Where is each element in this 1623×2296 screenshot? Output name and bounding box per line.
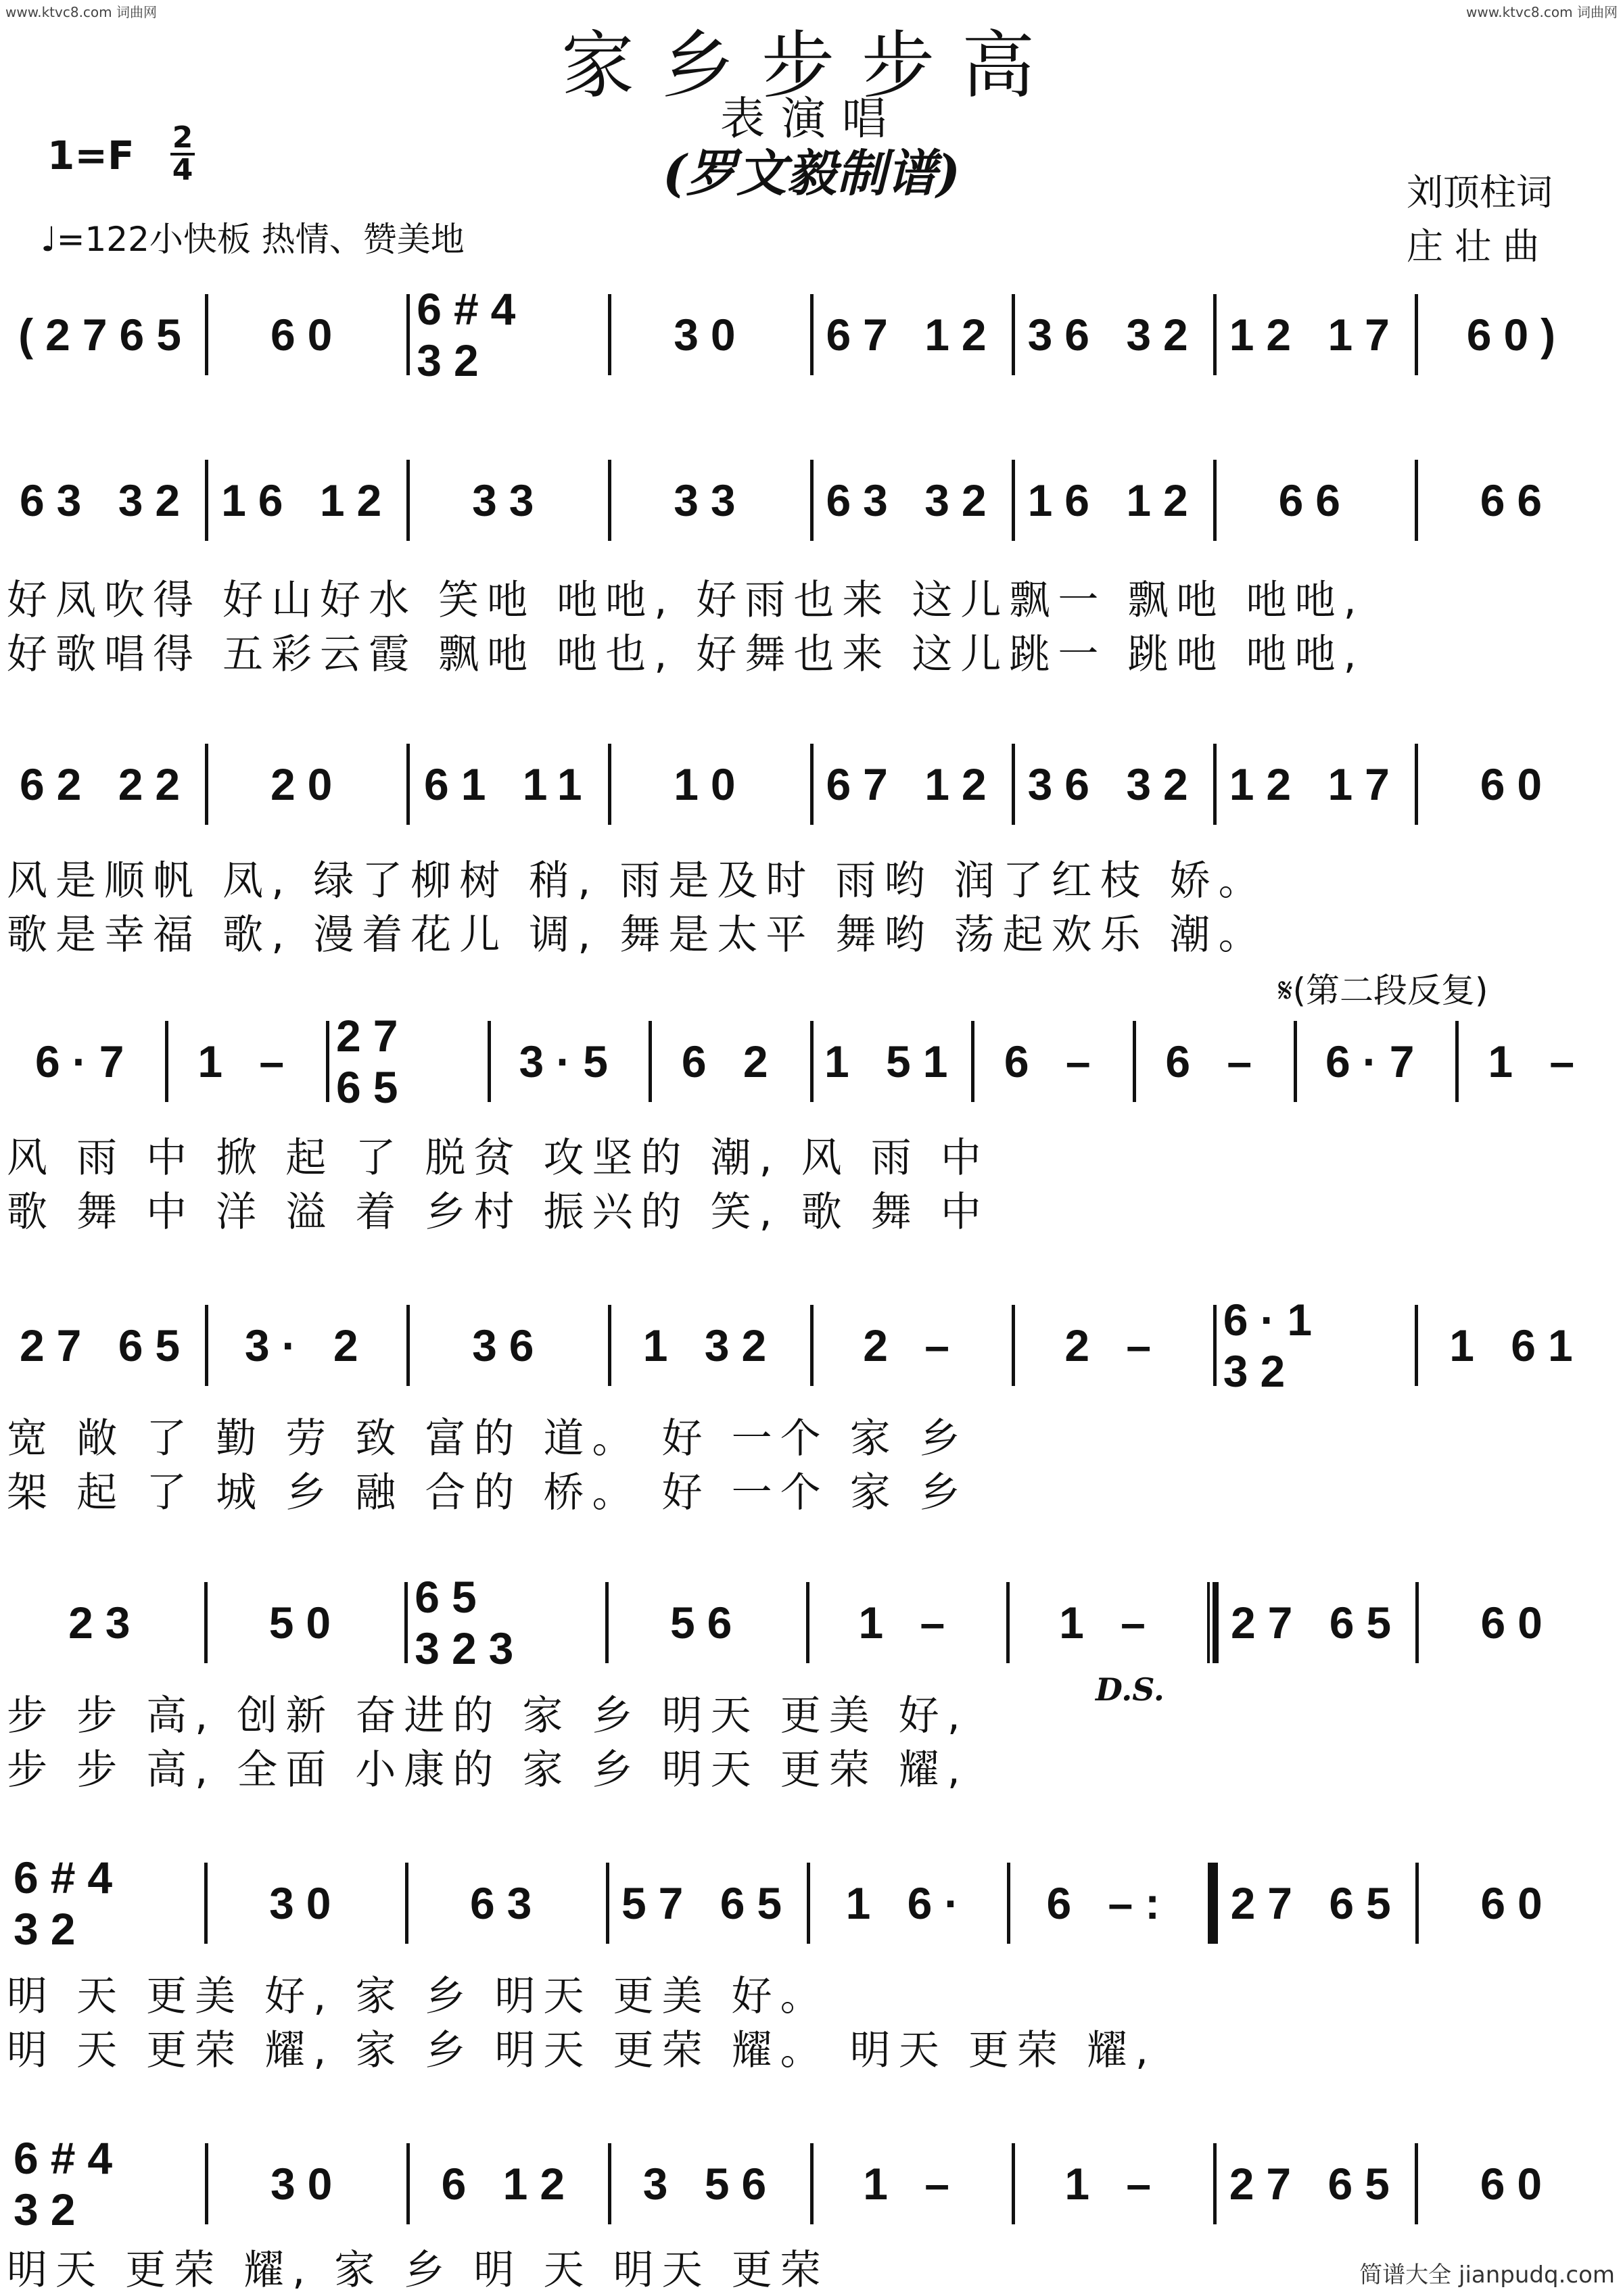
site-note-left: www.ktvc8.com 词曲网 — [5, 4, 158, 20]
measure — [971, 1021, 1133, 1102]
measure — [608, 460, 809, 541]
composer: 庄 壮 曲 — [1407, 225, 1540, 268]
note-group: 2 – — [1064, 1320, 1164, 1370]
note-group: 30 — [269, 1878, 344, 1928]
lyric-line: 明 天 更美 好, 家 乡 明天 更美 好。 — [7, 1973, 829, 2020]
note-group: 6 12 — [441, 2159, 578, 2209]
lyric-line: 步 步 高, 创新 奋进的 家 乡 明天 更美 好, — [7, 1692, 968, 1740]
note-group: 30 — [270, 2159, 345, 2209]
lyric-line: 好凤吹得 好山好水 笑吔 吔吔, 好雨也来 这儿飘一 飘吔 吔吔, — [7, 577, 1365, 624]
measure — [608, 2143, 809, 2224]
note-group: 36 — [472, 1320, 546, 1370]
note-group: 60 — [1480, 2159, 1555, 2209]
measure — [608, 744, 809, 825]
note-group: 50 — [268, 1598, 344, 1648]
lyric-line: 歌是幸福 歌, 漫着花儿 调, 舞是太平 舞哟 荡起欢乐 潮。 — [7, 911, 1267, 959]
note-group: 60 — [1480, 1598, 1555, 1648]
lyric-line: 歌 舞 中 洋 溢 着 乡村 振兴的 笑, 歌 舞 中 — [7, 1189, 989, 1236]
note-group: 61 11 — [424, 759, 594, 809]
note-group: 6·1 32 — [1223, 1295, 1325, 1396]
measure — [1415, 460, 1616, 541]
staff-row-3 — [7, 744, 1616, 825]
note-group: 66 — [1278, 475, 1353, 525]
measure — [7, 744, 205, 825]
measure — [649, 1021, 810, 1102]
measure — [404, 1572, 605, 1673]
note-group: 6#4 32 — [14, 1852, 125, 1954]
measure — [205, 1305, 406, 1386]
note-group: 16 12 — [1027, 475, 1200, 525]
note-group: 27 65 — [1230, 1878, 1403, 1928]
time-top: 2 — [172, 120, 193, 155]
measure — [205, 2143, 406, 2224]
measure — [1213, 460, 1415, 541]
measure — [1415, 1582, 1616, 1663]
segno-note: 𝄋(第二段反复) — [1278, 971, 1488, 1010]
note-group: 6#4 32 — [14, 2133, 125, 2234]
note-group: 1 – — [863, 2159, 962, 2209]
lyricist: 刘顶柱词 — [1407, 171, 1553, 214]
measure — [606, 1863, 807, 1944]
note-group: 1 61 — [1449, 1320, 1585, 1370]
note-group: 27 65 — [336, 1011, 410, 1112]
measure — [608, 1305, 809, 1386]
lyric-line: 宽 敞 了 勤 劳 致 富的 道。 好 一个 家 乡 — [7, 1415, 968, 1462]
measure — [406, 1305, 608, 1386]
note-group: 36 32 — [1027, 310, 1200, 360]
note-group: 10 — [674, 759, 748, 809]
measure — [1215, 1582, 1416, 1663]
measure — [1012, 2143, 1213, 2224]
note-group: 20 — [270, 759, 345, 809]
lyric-line: 明 天 更荣 耀, 家 乡 明天 更荣 耀。 明天 更荣 耀, — [7, 2027, 1156, 2074]
note-group: 56 — [669, 1598, 745, 1648]
measure — [1213, 2143, 1415, 2224]
measure — [405, 1863, 606, 1944]
note-group: 6 2 — [681, 1036, 780, 1086]
note-group: 1 6· — [845, 1878, 972, 1928]
note-group: 67 12 — [826, 759, 999, 809]
measure — [1213, 744, 1415, 825]
note-group: 6·7 — [35, 1036, 137, 1086]
note-group: 63 32 — [19, 475, 193, 525]
measure — [1215, 1863, 1415, 1944]
measure — [810, 1021, 972, 1102]
note-group: 27 65 — [19, 1320, 193, 1370]
measure — [1415, 2143, 1616, 2224]
note-group: 2 – — [863, 1320, 962, 1370]
measure — [1007, 1863, 1215, 1944]
measure — [165, 1021, 327, 1102]
note-group: 63 32 — [826, 475, 999, 525]
measure — [605, 1582, 806, 1663]
note-group: 33 — [674, 475, 748, 525]
measure — [205, 294, 406, 375]
note-group: 60) — [1466, 310, 1568, 360]
credits — [1407, 166, 1553, 274]
note-group: 3·5 — [519, 1036, 620, 1086]
site-note-right: www.ktvc8.com 词曲网 — [1465, 4, 1618, 20]
measure — [7, 294, 205, 375]
measure — [205, 744, 406, 825]
note-group: 6 –: — [1046, 1878, 1173, 1928]
key-signature: 1=F — [47, 133, 135, 178]
measure — [326, 1011, 488, 1112]
measure — [1415, 1305, 1616, 1386]
staff-row-6 — [7, 1572, 1616, 1673]
lyric-line: 风是顺帆 凤, 绿了柳树 稍, 雨是及时 雨哟 润了红枝 娇。 — [7, 857, 1267, 905]
note-group: 60 — [1480, 759, 1555, 809]
measure — [1012, 460, 1213, 541]
measure — [1012, 744, 1213, 825]
note-group: 12 17 — [1229, 310, 1402, 360]
arranger-note: (罗文毅制谱) — [662, 145, 961, 203]
note-group: 3· 2 — [244, 1320, 371, 1370]
measure — [810, 294, 1012, 375]
measure — [1012, 1305, 1213, 1386]
note-group: 1 – — [1488, 1036, 1587, 1086]
measure — [204, 1863, 405, 1944]
measure — [7, 1305, 205, 1386]
lyric-line: 好歌唱得 五彩云霞 飘吔 吔也, 好舞也来 这儿跳一 跳吔 吔吔, — [7, 631, 1365, 678]
measure — [7, 1021, 165, 1102]
note-group: 6#4 32 — [417, 284, 528, 385]
measure — [7, 460, 205, 541]
staff-row-1 — [7, 284, 1616, 385]
note-group: 63 — [469, 1878, 544, 1928]
measure — [1415, 294, 1616, 375]
measure — [406, 284, 608, 385]
note-group: 1 – — [858, 1598, 958, 1648]
measure — [406, 744, 608, 825]
measure — [1294, 1021, 1455, 1102]
staff-row-5 — [7, 1295, 1616, 1396]
note-group: 16 12 — [221, 475, 394, 525]
measure — [204, 1582, 405, 1663]
watermark-logo: 简谱大全 jianpudq.com — [1359, 2262, 1615, 2289]
time-signature — [170, 120, 195, 187]
note-group: 1 51 — [824, 1036, 960, 1086]
note-group: (2765 — [18, 310, 193, 360]
note-group: 1 32 — [642, 1320, 779, 1370]
measure — [810, 2143, 1012, 2224]
song-subtitle: 表演唱 — [720, 93, 903, 145]
measure — [810, 1305, 1012, 1386]
staff-row-8 — [7, 2133, 1616, 2234]
measure — [1415, 1863, 1616, 1944]
measure — [1133, 1021, 1294, 1102]
measure — [1012, 294, 1213, 375]
measure — [1213, 1295, 1415, 1396]
measure — [205, 460, 406, 541]
note-group: 27 65 — [1230, 1598, 1404, 1648]
measure — [806, 1582, 1007, 1663]
note-group: 62 22 — [19, 759, 193, 809]
time-bottom: 4 — [172, 153, 193, 187]
lyric-line: 架 起 了 城 乡 融 合的 桥。 好 一个 家 乡 — [7, 1469, 968, 1516]
staff-row-7 — [7, 1852, 1616, 1954]
note-group: 30 — [674, 310, 748, 360]
note-group: 65 323 — [415, 1572, 526, 1673]
song-title: 家乡步步高 — [561, 24, 1062, 108]
staff-row-4 — [7, 1011, 1616, 1112]
note-group: 1 – — [1064, 2159, 1164, 2209]
measure — [1213, 294, 1415, 375]
note-group: 67 12 — [826, 310, 999, 360]
measure — [406, 460, 608, 541]
staff-row-2 — [7, 460, 1616, 541]
measure — [1455, 1021, 1617, 1102]
measure — [7, 1582, 204, 1663]
measure — [810, 460, 1012, 541]
note-group: 1 – — [1059, 1598, 1158, 1648]
note-group: 1 – — [197, 1036, 297, 1086]
measure — [807, 1863, 1008, 1944]
note-group: 3 56 — [642, 2159, 779, 2209]
measure — [7, 1852, 204, 1954]
note-group: 6 – — [1165, 1036, 1265, 1086]
measure — [1006, 1582, 1215, 1663]
lyric-line: 步 步 高, 全面 小康的 家 乡 明天 更荣 耀, — [7, 1746, 968, 1794]
lyric-line: 风 雨 中 掀 起 了 脱贫 攻坚的 潮, 风 雨 中 — [7, 1134, 989, 1182]
ds-mark: D.S. — [1096, 1671, 1165, 1708]
measure — [7, 2133, 205, 2234]
measure — [488, 1021, 649, 1102]
note-group: 66 — [1480, 475, 1555, 525]
note-group: 6 – — [1004, 1036, 1103, 1086]
measure — [810, 744, 1012, 825]
note-group: 6·7 — [1325, 1036, 1427, 1086]
note-group: 60 — [270, 310, 345, 360]
note-group: 60 — [1480, 1878, 1555, 1928]
note-group: 33 — [472, 475, 546, 525]
note-group: 57 65 — [621, 1878, 795, 1928]
note-group: 36 32 — [1027, 759, 1200, 809]
note-group: 27 65 — [1229, 2159, 1402, 2209]
measure — [608, 294, 809, 375]
measure — [406, 2143, 608, 2224]
measure — [1415, 744, 1616, 825]
note-group: 12 17 — [1229, 759, 1402, 809]
note-group: 23 — [68, 1598, 143, 1648]
lyric-line: 明天 更荣 耀, 家 乡 明 天 明天 更荣 — [7, 2247, 829, 2294]
tempo-marking: ♩=122小快板 热情、赞美地 — [41, 220, 465, 259]
